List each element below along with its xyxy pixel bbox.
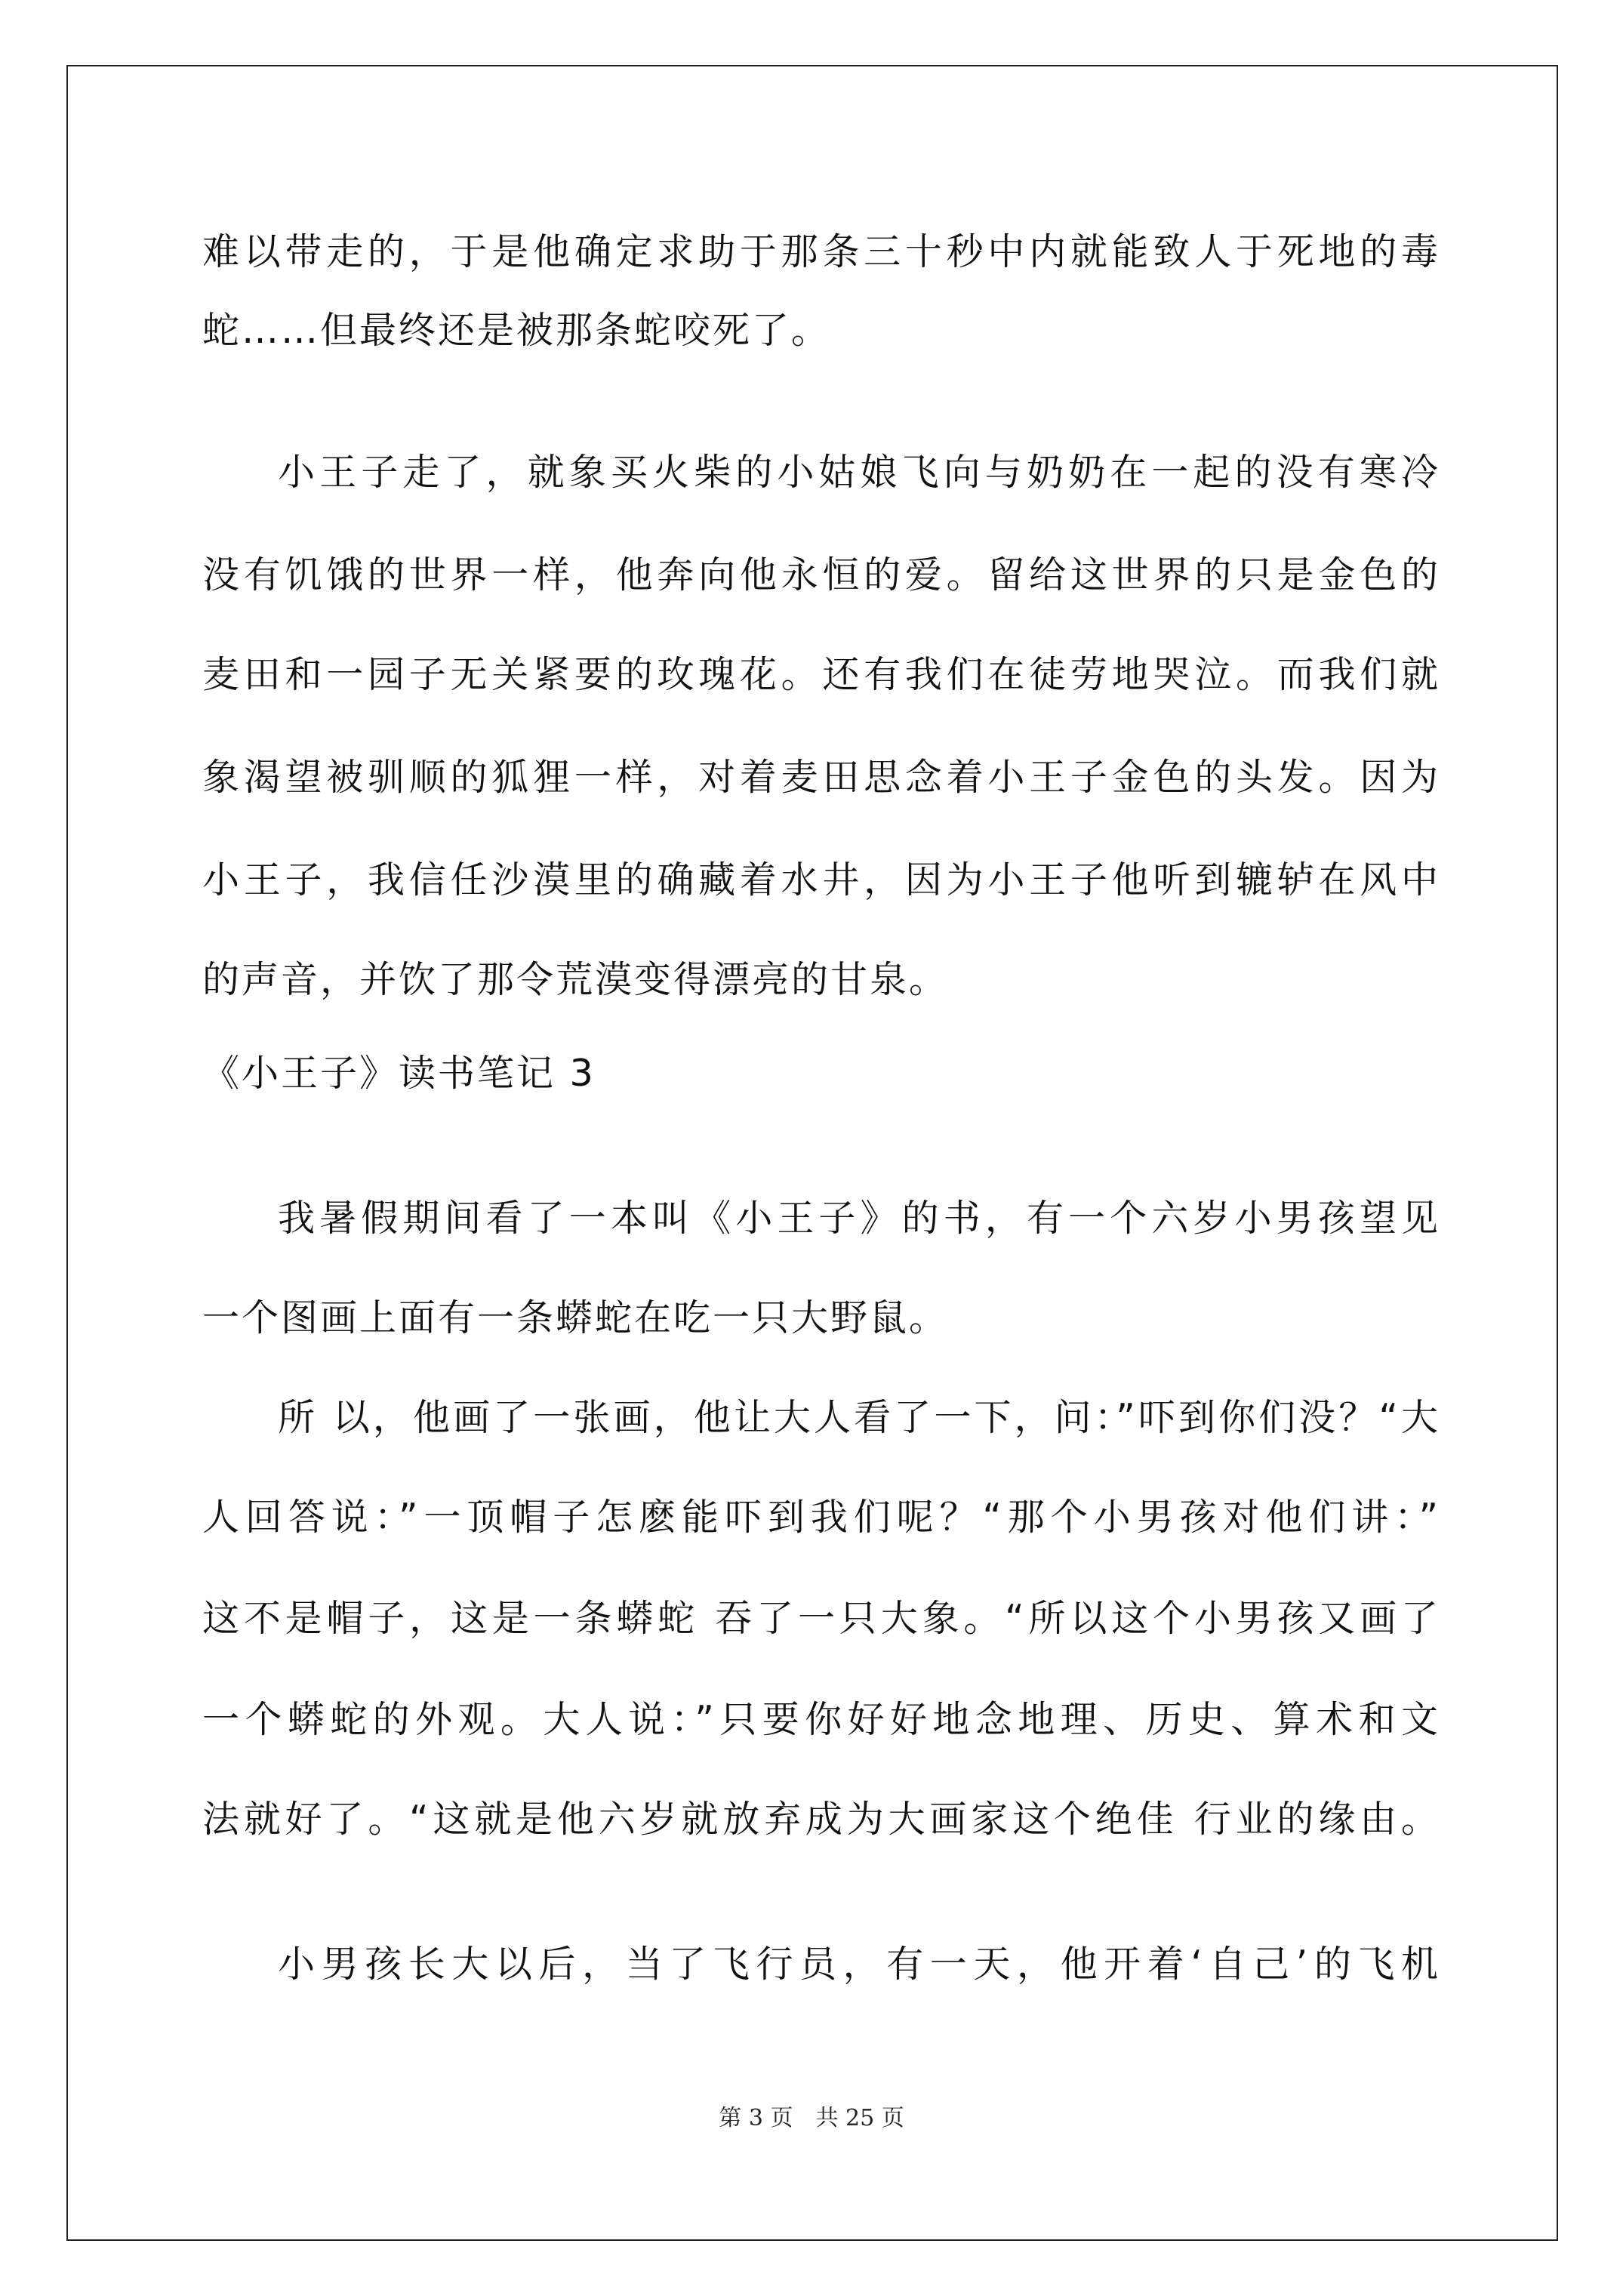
text-line: 法就好了。“这就是他六岁就放弃成为大画家这个绝佳 行业的缘由。 (202, 1798, 1440, 1841)
text-line: 的声音，并饮了那令荒漠变得漂亮的甘泉。 (202, 958, 949, 1001)
text-line: 小王子，我信任沙漠里的确藏着水井，因为小王子他听到辘轳在风中 (202, 858, 1440, 901)
text-line: 麦田和一园子无关紧要的玫瑰花。还有我们在徒劳地哭泣。而我们就 (202, 653, 1440, 696)
page-border (66, 65, 1558, 2241)
text-line: 这不是帽子，这是一条蟒蛇 吞了一只大象。“所以这个小男孩又画了 (202, 1597, 1440, 1640)
text-line: 一个蟒蛇的外观。大人说：”只要你好好地念地理、历史、算术和文 (202, 1698, 1440, 1741)
section-heading: 《小王子》读书笔记 3 (202, 1052, 596, 1095)
text-line: 所 以，他画了一张画，他让大人看了一下，问：”吓到你们没？“大 (278, 1396, 1440, 1439)
text-line: 蛇……但最终还是被那条蛇咬死了。 (202, 309, 831, 352)
page-number: 第 3 页 共 25 页 (719, 2105, 904, 2131)
text-line: 小男孩长大以后，当了飞行员，有一天，他开着‘自己’的飞机 (278, 1943, 1440, 1986)
text-line: 人回答说：”一顶帽子怎麽能吓到我们呢？“那个小男孩对他们讲：” (202, 1496, 1440, 1539)
text-line: 小王子走了，就象买火柴的小姑娘飞向与奶奶在一起的没有寒冷 (278, 451, 1440, 494)
text-line: 象渴望被驯顺的狐狸一样，对着麦田思念着小王子金色的头发。因为 (202, 756, 1440, 799)
text-line: 没有饥饿的世界一样，他奔向他永恒的爱。留给这世界的只是金色的 (202, 553, 1440, 596)
text-line: 难以带走的，于是他确定求助于那条三十秒中内就能致人于死地的毒 (202, 230, 1440, 273)
text-line: 我暑假期间看了一本叫《小王子》的书，有一个六岁小男孩望见 (278, 1197, 1440, 1240)
text-line: 一个图画上面有一条蟒蛇在吃一只大野鼠。 (202, 1296, 949, 1339)
